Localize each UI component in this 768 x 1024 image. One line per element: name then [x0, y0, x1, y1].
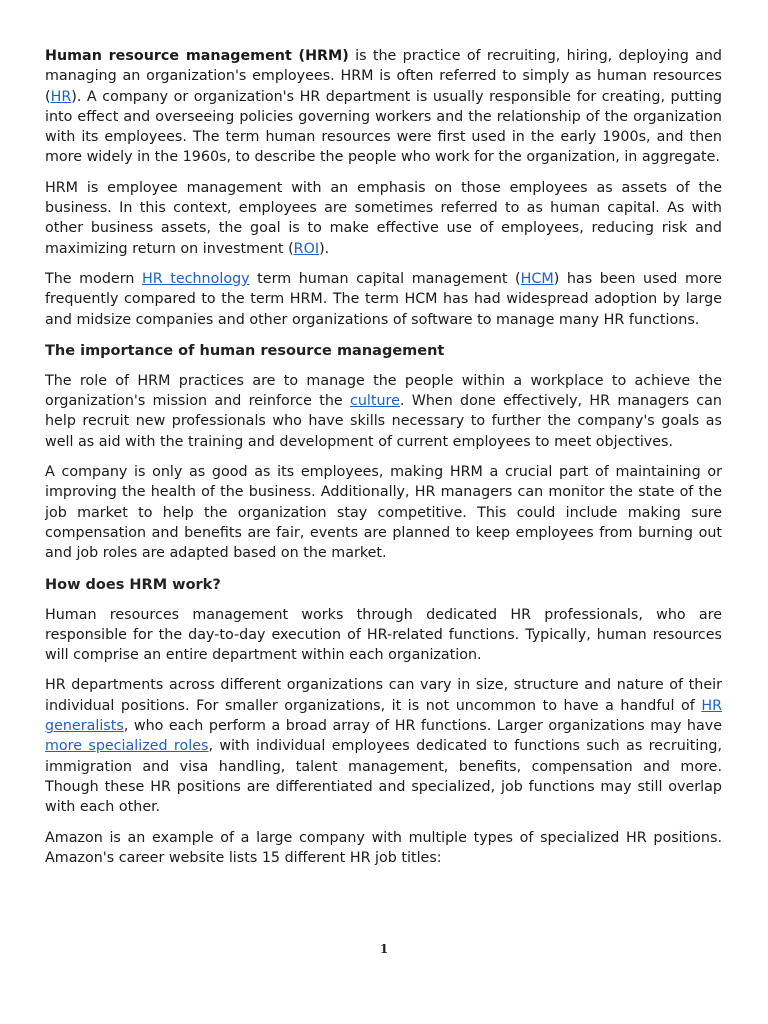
link-specialized-roles[interactable]: more specialized roles [45, 738, 209, 755]
link-hr[interactable]: HR [50, 88, 72, 105]
link-hr-technology[interactable]: HR technology [141, 270, 250, 287]
paragraph-text: HR departments across different organizations can vary in size, structure and nature of their individual positions. For smaller organizations, it is not uncommon to have a handful of [45, 677, 722, 714]
link-roi[interactable]: ROI [293, 240, 320, 257]
paragraph-intro [45, 46, 722, 168]
link-culture[interactable]: culture [349, 393, 400, 410]
paragraph-text: ). A company or organization's HR department is usually responsible for creating, putting into effect and overseeing policies governing workers and the relationship of the organization with its employees. The term human resources were first used in the early 1900s, and then more widely in the 1960s, to describe the people who work for the organization, in aggregate. [45, 88, 722, 166]
paragraph-hr-departments [45, 675, 722, 817]
paragraph-text: , with individual employees dedicated to functions such as recruiting, immigration and visa handling, talent management, benefits, compensation and more. Though these HR positions are differentiated and specialized, job functions may still overlap with each other. [45, 738, 722, 816]
paragraph-text: , who each perform a broad array of HR functions. Larger organizations may have [123, 718, 722, 735]
link-hcm[interactable]: HCM [520, 270, 554, 287]
paragraph-text: is the practice of recruiting, hiring, deploying and managing an organization's employees. HRM is often referred to simply as human resources ( [45, 48, 722, 105]
paragraph-company-employees: A company is only as good as its employees, making HRM a crucial part of maintaining or improving the health of the business. Additionally, HR managers can monitor the state of the job market to help the organization stay competitive. This could include making sure compensation and benefits are fair, events are planned to keep employees from burning out and job roles are adapted based on the market. [45, 464, 722, 562]
paragraph-text: ). [319, 240, 330, 257]
paragraph-hr-professionals: Human resources management works through dedicated HR professionals, who are responsible for the day-to-day execution of HR-related functions. Typically, human resources will comprise an entire department within each organization. [45, 606, 722, 664]
page-number: 1 [379, 942, 389, 956]
document-body [45, 46, 722, 878]
paragraph-amazon: Amazon is an example of a large company with multiple types of specialized HR positions. Amazon's career website lists 15 different HR job titles: [45, 829, 722, 866]
paragraph-hcm [45, 269, 722, 330]
paragraph-text: HRM is employee management with an emphasis on those employees as assets of the business. In this context, employees are sometimes referred to as human capital. As with other business assets, the goal is to make effective use of employees, reducing risk and maximizing return on investment ( [45, 179, 722, 257]
paragraph-text: . When done effectively, HR managers can help recruit new professionals who have skills necessary to further the company's goals as well as aid with the training and development of current employees to meet objectives. [45, 393, 722, 450]
paragraph-text: The modern [45, 270, 142, 287]
paragraph-text: The role of HRM practices are to manage the people within a workplace to achieve the organization's mission and reinforce the [45, 372, 722, 410]
link-hr-generalists[interactable]: HR generalists [45, 697, 722, 735]
term-hrm-bold: Human resource management (HRM) [45, 48, 349, 64]
heading-importance: The importance of human resource management [45, 342, 445, 359]
paragraph-role-of-hrm [45, 371, 722, 452]
heading-how-hrm-works: How does HRM work? [45, 576, 221, 593]
paragraph-text: term human capital management ( [249, 270, 521, 287]
paragraph-employee-management [45, 178, 722, 259]
paragraph-text: ) has been used more frequently compared to the term HRM. The term HCM has had widespread adoption by large and midsize companies and other organizations of software to manage many HR functions. [45, 270, 722, 328]
